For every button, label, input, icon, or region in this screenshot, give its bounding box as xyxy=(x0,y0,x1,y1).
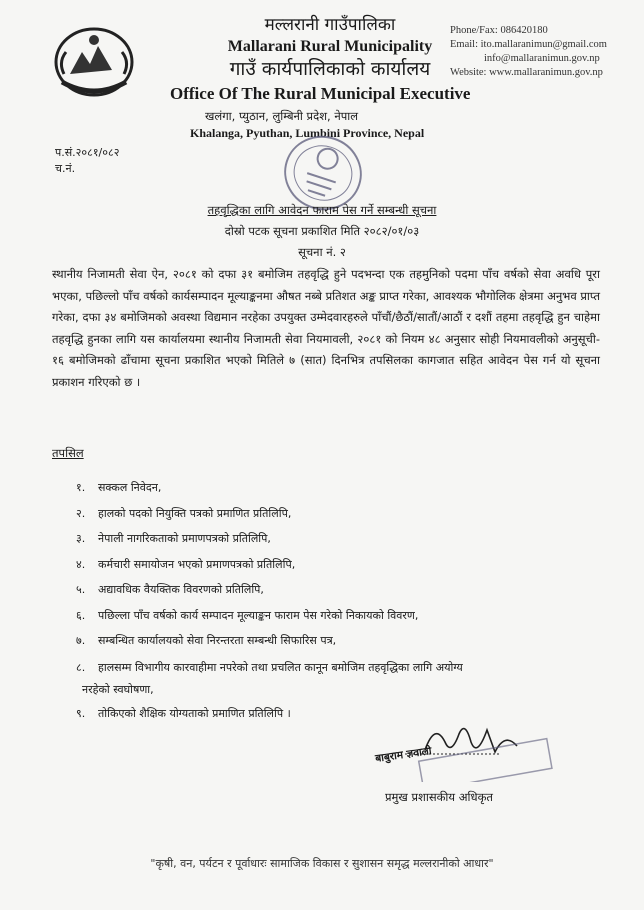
municipality-name-np: मल्लरानी गाउँपालिका xyxy=(264,15,396,35)
notice-body: स्थानीय निजामती सेवा ऐन, २०८१ को दफा ३१ बमोजिम तहवृद्धि हुने पदभन्दा एक तहमुनिको पदमा पाँच वर्षको सेवा अवधि पूरा भएका, पछिल्लो पाँच वर्षको कार्यसम्पादन मूल्याङ्कनमा औषत नब्बे प्रतिशत अङ्क प्राप्त गरेका, आवश्यक भौगोलिक क्षेत्रमा अनुभव प्राप्त गरेका, दफा ३४ बमोजिमको अवस्था विद्यमान नरहेका उपयुक्त उम्मेदवारहरुले पाँचौं/छैठौं/सातौं/आठौं र दशौं तहमा तहवृद्धि हुन चाहेमा तहवृद्धि हुनका लागि यस कार्यालयमा स्थानीय निजामती सेवा नियमावली, २०८१ को नियम ४८ अनुसार सोही नियमावलीको अनुसूची- १६ बमोजिमको ढाँचामा सूचना प्रकाशित भएको मितिले ७ (सात) दिनभित्र तपसिलका कागजात सहित आवेदन पेस गर्न यो सूचना प्रकाशन गरिएको छ । xyxy=(52,267,600,389)
notice-number: सूचना नं. २ xyxy=(298,245,346,259)
list-item-text: हालसम्म विभागीय कारवाहीमा नपरेको तथा प्रचलित कानून बमोजिम तहवृद्धिका लागि अयोग्य xyxy=(98,660,463,674)
signatory-title: प्रमुख प्रशासकीय अधिकृत xyxy=(385,790,493,804)
list-item xyxy=(76,555,596,581)
website: Website: www.mallaranimun.gov.np xyxy=(450,67,603,78)
address-np: खलंगा, प्युठान, लुम्बिनी प्रदेश, नेपाल xyxy=(205,109,359,123)
letterhead xyxy=(160,14,500,81)
list-item-text: पछिल्ला पाँच वर्षको कार्य सम्पादन मूल्याङ्कन फाराम पेस गरेको निकायको विवरण, xyxy=(98,608,419,622)
list-item-number: २. xyxy=(76,506,86,520)
list-item-number: ५. xyxy=(76,583,86,596)
email-secondary: info@mallaranimun.gov.np xyxy=(484,53,600,64)
list-heading: तपसिल xyxy=(52,446,84,460)
list-item xyxy=(76,529,596,555)
list-item-text: कर्मचारी समायोजन भएको प्रमाणपत्रको प्रतिलिपि, xyxy=(98,557,296,571)
contact-block xyxy=(450,24,607,80)
dispatch-number: च.नं. xyxy=(55,162,76,175)
list-item-number: १. xyxy=(76,481,86,494)
list-item xyxy=(76,657,596,704)
list-item xyxy=(76,606,596,632)
list-item-text: नेपाली नागरिकताको प्रमाणपत्रको प्रतिलिपि, xyxy=(98,532,271,545)
list-item-text: सक्कल निवेदन, xyxy=(98,481,162,494)
reference-block xyxy=(55,145,119,177)
notice-title: तहवृद्धिका लागि आवेदन फाराम पेस गर्ने सम्बन्धी सूचना xyxy=(207,203,437,217)
phone-fax: Phone/Fax: 086420180 xyxy=(450,25,548,36)
list-item-text: हालको पदको नियुक्ति पत्रको प्रमाणित प्रतिलिपि, xyxy=(98,506,292,520)
list-item xyxy=(76,478,596,504)
list-item-number: ९. xyxy=(76,706,86,720)
list-item-number: ७. xyxy=(76,634,86,647)
list-item xyxy=(76,504,596,530)
email-primary: Email: ito.mallaranimun@gmail.com xyxy=(450,39,607,50)
list-item-number: ३. xyxy=(76,532,86,545)
office-name-en: Office Of The Rural Municipal Executive xyxy=(170,84,471,103)
signatory-name: बाबुराम ज्ञवाली xyxy=(374,745,433,765)
footer-motto: "कृषी, वन, पर्यटन र पूर्वाधारः सामाजिक विकास र सुशासन समृद्ध मल्लरानीको आधार" xyxy=(150,857,494,870)
required-documents-list xyxy=(76,478,596,729)
reference-number: प.सं.२०८१/०८२ xyxy=(55,146,120,159)
list-item xyxy=(76,580,596,606)
nepal-emblem-icon xyxy=(50,22,138,102)
address-en: Khalanga, Pyuthan, Lumbini Province, Nepal xyxy=(190,126,425,140)
list-item xyxy=(76,631,596,657)
list-item-text: अद्यावधिक वैयक्तिक विवरणको प्रतिलिपि, xyxy=(98,583,264,596)
list-item-number: ६. xyxy=(76,608,86,622)
list-item-continuation: नरहेको स्वघोषणा, xyxy=(82,682,154,696)
list-item-text: सम्बन्धित कार्यालयको सेवा निरन्तरता सम्बन्धी सिफारिस पत्र, xyxy=(98,634,337,647)
list-item-number: ४. xyxy=(76,557,86,571)
office-name-np: गाउँ कार्यपालिकाको कार्यालय xyxy=(229,58,431,80)
list-item-number: ८. xyxy=(76,660,86,674)
municipality-name-en: Mallarani Rural Municipality xyxy=(227,38,433,55)
notice-publish-date: दोस्रो पटक सूचना प्रकाशित मिति २०८२/०१/०३ xyxy=(224,224,420,238)
list-item-text: तोकिएको शैक्षिक योग्यताको प्रमाणित प्रतिलिपि । xyxy=(98,706,291,720)
